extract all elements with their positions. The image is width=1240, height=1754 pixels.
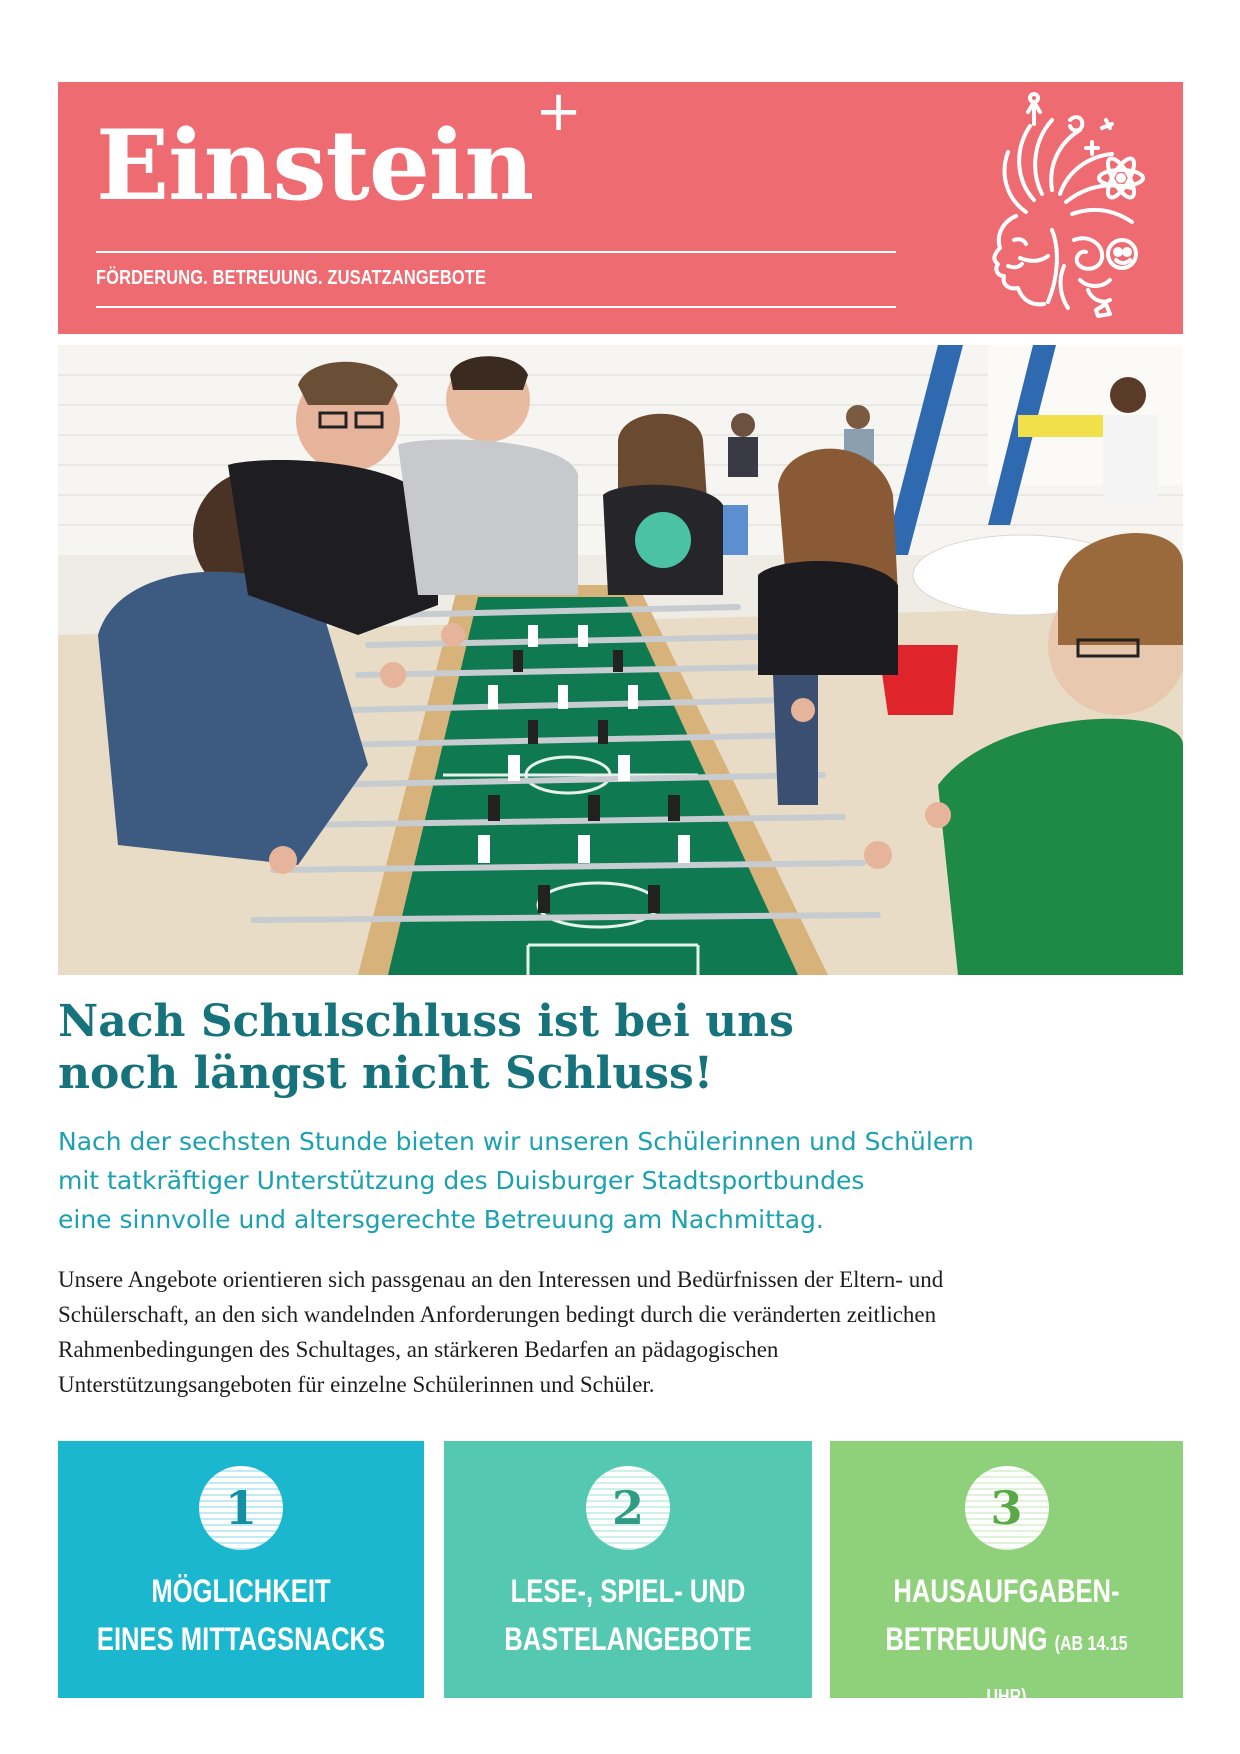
header-rule-top [96,251,896,253]
brand-title: Einstein+ [96,79,582,222]
body-line-1: Unsere Angebote orientieren sich passgenau an den Interessen und Bedürfnissen der Eltern- und [58,1267,944,1292]
body-line-4: Unterstützungsangeboten für einzelne Schülerinnen und Schüler. [58,1372,655,1397]
offer-number-badge: 1 [199,1466,283,1550]
headline-line-2: noch längst nicht Schluss! [58,1048,714,1099]
headline [58,996,1058,1100]
offer-label-line-2: BASTELANGEBOTE [504,1621,752,1657]
header-tagline: FÖRDERUNG. BETREUUNG. ZUSATZANGEBOTE [96,267,487,289]
offer-label-line-2: EINES MITTAGSNACKS [96,1621,386,1657]
offer-label [95,1567,388,1663]
offer-box-lunch-snack [58,1441,424,1698]
brand-plus: + [535,79,582,144]
offer-label-line-2-main: BETREUUNG [885,1621,1048,1657]
photo-kids-playing-foosball [58,345,1183,975]
offer-label-line-1: HAUSAUFGABEN- [893,1573,1120,1609]
offer-label-line-2 [865,1615,1147,1721]
einstein-logo-icon [956,90,1156,326]
lead-paragraph [58,1122,1158,1239]
offer-label-time-note: (AB 14.15 UHR) [986,1633,1128,1708]
offer-box-homework-support [830,1441,1183,1708]
lead-line-3: eine sinnvolle und altersgerechte Betreuung am Nachmittag. [58,1205,824,1234]
offer-label [481,1567,775,1663]
offer-number-badge: 2 [586,1466,670,1550]
offer-number-badge: 3 [965,1466,1049,1550]
headline-line-1: Nach Schulschluss ist bei uns [58,996,794,1047]
offer-label-line-1: MÖGLICHKEIT [151,1573,331,1609]
lead-line-2: mit tatkräftiger Unterstützung des Duisburger Stadtsportbundes [58,1166,865,1195]
header-banner [58,79,1183,334]
offer-label [865,1567,1147,1721]
header-rule-bottom [96,306,896,308]
body-line-2: Schülerschaft, an den sich wandelnden Anforderungen bedingt durch die veränderten zeitlichen [58,1302,937,1327]
body-line-3: Rahmenbedingungen des Schultages, an stärkeren Bedarfen an pädagogischen [58,1337,779,1362]
offer-label-line-1: LESE-, SPIEL- UND [510,1573,746,1609]
foosball-photo-illustration [58,345,1183,975]
offer-box-reading-games-crafts [444,1441,812,1698]
lead-line-1: Nach der sechsten Stunde bieten wir unseren Schülerinnen und Schülern [58,1127,974,1156]
body-paragraph [58,1262,1183,1402]
